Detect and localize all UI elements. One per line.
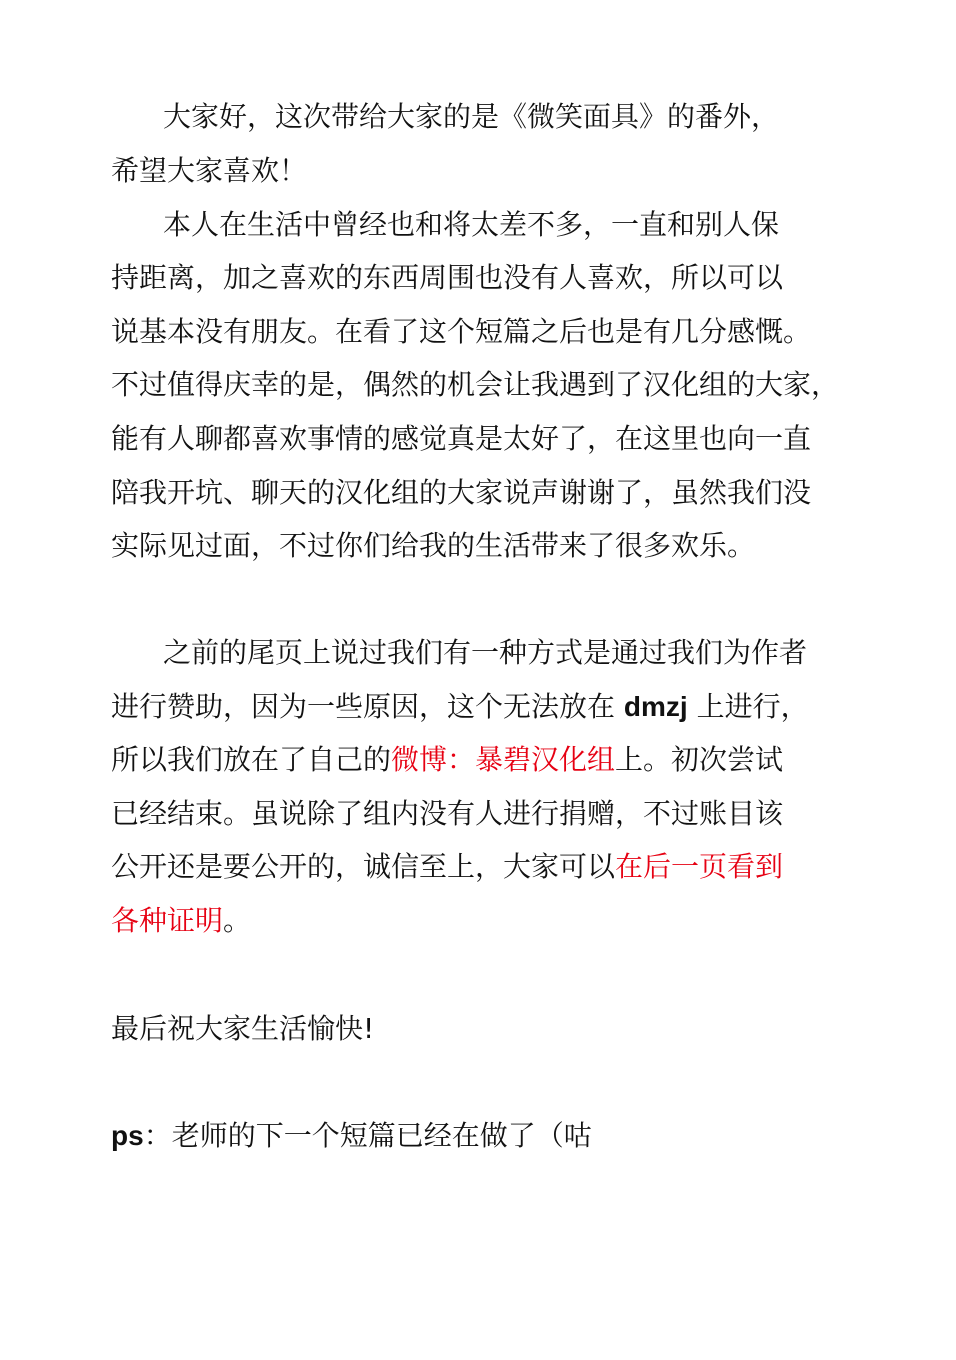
paragraph-3-line-3-text-b: 上。初次尝试 xyxy=(615,743,784,776)
closing-line: 最后祝大家生活愉快! xyxy=(111,1012,375,1045)
paragraph-3-line-1: 之前的尾页上说过我们有一种方式是通过我们为作者 xyxy=(163,636,808,669)
paragraph-3-line-5 xyxy=(111,849,783,885)
site-name-dmzj: dmzj xyxy=(623,691,688,722)
paragraph-2-line-7: 实际见过面，不过你们给我的生活带来了很多欢乐。 xyxy=(111,529,756,562)
paragraph-3-line-3 xyxy=(111,742,783,778)
paragraph-3-line-4: 已经结束。虽说除了组内没有人进行捐赠，不过账目该 xyxy=(111,797,784,830)
ps-line xyxy=(111,1118,592,1154)
paragraph-2-line-6: 陪我开坑、聊天的汉化组的大家说声谢谢了，虽然我们没 xyxy=(111,476,812,509)
paragraph-1-line-2: 希望大家喜欢！ xyxy=(111,154,308,187)
next-page-highlight: 在后一页看到 xyxy=(615,850,784,883)
paragraph-2-line-5: 能有人聊都喜欢事情的感觉真是太好了，在这里也向一直 xyxy=(111,422,812,455)
weibo-account-highlight: 微博：暴碧汉化组 xyxy=(391,743,616,776)
paragraph-3-line-2-text-a: 进行赞助，因为一些原因，这个无法放在 xyxy=(111,690,624,723)
paragraph-2-line-1: 本人在生活中曾经也和将太差不多，一直和别人保 xyxy=(163,208,780,241)
paragraph-2-line-2: 持距离，加之喜欢的东西周围也没有人喜欢，所以可以 xyxy=(111,261,784,294)
paragraph-3-line-2 xyxy=(111,689,809,725)
ps-label: ps xyxy=(111,1120,144,1151)
paragraph-3-line-5-text-a: 公开还是要公开的，诚信至上，大家可以 xyxy=(111,850,616,883)
paragraph-2-line-3: 说基本没有朋友。在看了这个短篇之后也是有几分感慨。 xyxy=(111,315,812,348)
paragraph-3-line-6 xyxy=(111,903,251,939)
paragraph-3-line-3-text-a: 所以我们放在了自己的 xyxy=(111,743,392,776)
proof-highlight: 各种证明 xyxy=(111,904,224,937)
ps-text: ：老师的下一个短篇已经在做了（咕 xyxy=(143,1119,592,1152)
paragraph-2-line-4: 不过值得庆幸的是，偶然的机会让我遇到了汉化组的大家， xyxy=(111,368,840,401)
paragraph-1-line-1: 大家好，这次带给大家的是《微笑面具》的番外， xyxy=(163,100,780,133)
paragraph-3-line-2-text-c: 上进行， xyxy=(687,690,809,723)
paragraph-3-line-6-text-b: 。 xyxy=(223,904,252,937)
